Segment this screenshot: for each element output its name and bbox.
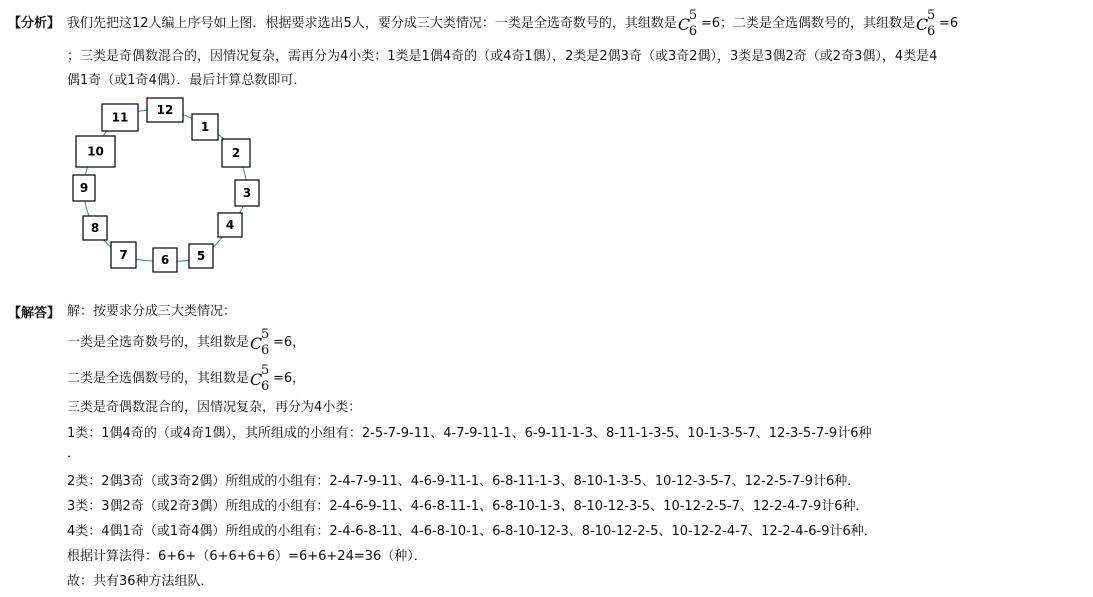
- seat-node-8: [83, 216, 107, 240]
- seat-number: 3: [242, 186, 252, 200]
- solution-type-1: [67, 327, 306, 358]
- solution-class-1: 1类：1偶4奇的（或4奇1偶），其所组成的小组有：2-5-7-9-11、4-7-9-11-1、6-9-11-1-3、8-11-1-3-5、10-1-3-5-7、12-3-5-7-9计6种: [67, 426, 872, 441]
- seat-number: 2: [231, 146, 241, 160]
- solution-intro: 解：按要求分成三大类情况：: [67, 304, 237, 319]
- seat-node-11: [102, 104, 138, 131]
- solution-tag: 【解答】: [8, 306, 61, 321]
- analysis-tag: 【分析】: [8, 16, 61, 31]
- ring-nodes: [73, 98, 259, 272]
- seat-number: 11: [111, 110, 129, 125]
- seat-node-7: [111, 242, 136, 268]
- solution-type-2: [67, 363, 306, 394]
- seat-node-9: [73, 175, 95, 201]
- seat-node-2: [222, 139, 250, 167]
- seat-number: 8: [90, 221, 100, 235]
- solution-class-3: 3类：3偶2奇（或2奇3偶）所组成的小组有：2-4-6-9-11、4-6-8-11-1、6-8-10-1-3、8-10-12-3-5、10-12-2-5-7、12-2-4-7-9计6种．: [67, 499, 869, 514]
- solution-type-3: 三类是奇偶数混合的，因情况复杂，再分为4小类：: [67, 400, 362, 415]
- type1-text: 一类是全选奇数号的，其组数是: [67, 335, 250, 350]
- seat-node-6: [153, 248, 177, 272]
- seat-number: 7: [119, 248, 128, 262]
- solution-class-4: 4类：4偶1奇（或1奇4偶）所组成的小组有：2-4-6-8-11、4-6-8-10-1、6-8-10-12-3、8-10-12-2-5、10-12-2-4-7、12-2-4-6-9计6种．: [67, 524, 877, 539]
- seat-number: 12: [156, 103, 174, 117]
- solution-class-2: 2类：2偶3奇（或3奇2偶）所组成的小组有：2-4-7-9-11、4-6-9-11-1、6-8-11-1-3、8-10-1-3-5、10-12-3-5-7、12-2-5-7-9计6种．: [67, 474, 861, 489]
- type2-text: 二类是全选偶数号的，其组数是: [67, 371, 250, 386]
- ring-connector-lines: [84, 110, 247, 262]
- seat-number: 4: [225, 218, 235, 232]
- type2-result: =6，: [273, 371, 306, 386]
- analysis-line-2: ；三类是奇偶数混合的，因情况复杂，需再分为4小类：1类是1偶4奇的（或4奇1偶），2类是2偶3奇（或3奇2偶），3类是3偶2奇（或2奇3偶），4类是4: [67, 49, 938, 64]
- seat-node-12: [147, 98, 183, 122]
- combination-formula: C 5 6: [677, 8, 698, 39]
- seat-number: 9: [79, 181, 89, 195]
- seat-node-1: [192, 114, 218, 140]
- solution-calculation: 根据计算法得：6+6+（6+6+6+6）=6+6+24=36（种）．: [67, 549, 427, 564]
- analysis-line-1: [67, 8, 959, 39]
- seat-node-10: [76, 136, 115, 167]
- seat-number: 6: [160, 253, 170, 267]
- seat-number: 1: [200, 120, 210, 134]
- seat-node-4: [218, 213, 242, 237]
- combination-formula: C 5 6: [916, 8, 936, 39]
- combination-formula: C 5 6: [250, 363, 270, 394]
- seat-number: 10: [87, 144, 104, 159]
- seat-node-3: [235, 180, 259, 206]
- type1-result: =6，: [273, 335, 306, 350]
- analysis-text-1a: 我们先把这12人编上序号如上图．根据要求选出5人，要分成三大类情况：一类是全选奇数号的，其组数是: [67, 16, 677, 31]
- seat-circle-diagram: [68, 96, 268, 276]
- analysis-text-1c: =6: [939, 16, 959, 31]
- seat-number: 5: [196, 249, 206, 263]
- solution-conclusion: 故：共有36种方法组队．: [67, 574, 214, 589]
- analysis-line-3: 偶1奇（或1奇4偶）．最后计算总数即可．: [67, 73, 307, 88]
- seat-node-5: [189, 244, 213, 268]
- solution-class-1-end: ．: [67, 446, 81, 461]
- analysis-text-1b: =6；二类是全选偶数号的，其组数是: [700, 16, 915, 31]
- combination-formula: C 5 6: [250, 327, 270, 358]
